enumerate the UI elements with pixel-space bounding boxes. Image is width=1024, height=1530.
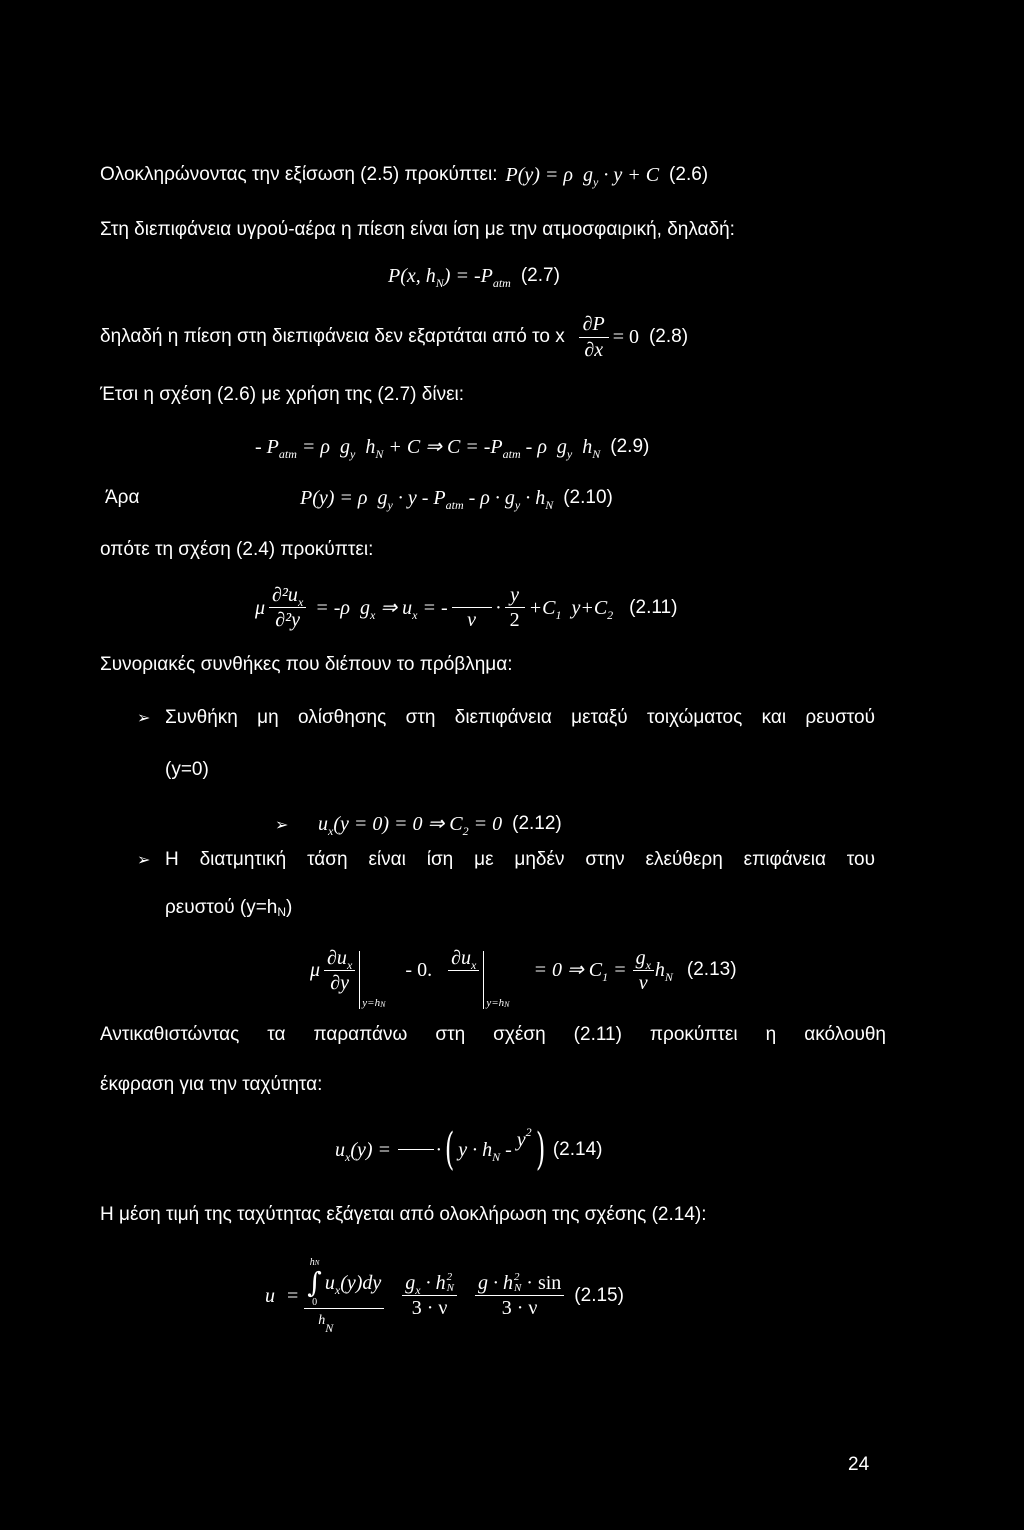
math-subscript: N [325,1321,334,1335]
math-term: - P [255,436,279,458]
math-term: g · h [477,1272,513,1294]
fraction-numerator [324,946,355,971]
math-subscript: N [513,1282,522,1294]
paragraph-text: Έτσι η σχέση (2.6) με χρήση της (2.7) δίνει: [100,384,465,405]
math-subscript: N [492,1150,501,1164]
math-term: · sin [521,1272,562,1294]
equation-number: (2.10) [563,487,613,508]
fraction-denominator: ∂x [584,339,604,361]
math-term: · [436,1139,442,1161]
math-term: u [324,1272,335,1294]
math-subscript: y [593,175,599,189]
math-term: = [608,959,632,981]
equation-number: (2.9) [610,436,650,457]
math-subscript: N [435,276,444,290]
text-subscript: N [277,905,287,919]
math-term: · y + C [598,164,660,186]
math-subscript: y [387,498,393,512]
evaluation-bar [483,951,509,1009]
fraction [398,1126,434,1174]
math-term: - [500,1139,517,1161]
bullet-text-continuation: (y=0) [165,759,209,780]
integral-sign [307,1258,322,1308]
fraction-numerator [398,1126,434,1150]
math-term: ⇒ u [375,596,413,619]
equation-number: (2.12) [512,813,562,834]
fraction [633,946,654,995]
fraction-numerator: ∂P [579,311,609,338]
evaluation-subscript: y=h [362,997,381,1009]
fraction [452,584,492,632]
math-term: g [635,946,646,969]
equation-2-10 [300,486,613,510]
math-term: (y = 0) = 0 ⇒ C [333,813,463,835]
math-subscript: 1 [555,607,562,622]
limit-subscript: N [314,1259,320,1267]
line-pressure-independent-x [100,311,688,362]
paragraph-text: Στη διεπιφάνεια υγρού-αέρα η πίεση είναι ίση με την ατμοσφαιρική, δηλαδή: [100,219,735,240]
paragraph-text: Συνοριακές συνθήκες που διέπουν το πρόβλημα: [100,654,513,675]
paragraph-text: οπότε τη σχέση (2.4) προκύπτει: [100,539,374,560]
fraction-denominator [304,1309,384,1333]
equation-2-12 [318,812,562,836]
fraction-denominator: ∂²y [275,609,301,631]
math-term: P(y) = ρ g [300,487,388,509]
fraction-denominator: 3 · ν [501,1297,538,1319]
fraction-numerator [269,583,306,608]
equation-number: (2.13) [686,959,737,980]
fraction [579,311,609,362]
equation-2-15 [265,1258,624,1333]
paragraph-text: Αντικαθιστώντας τα παραπάνω στη σχέση (2.11) προκύπτει η ακόλουθη [100,1024,886,1045]
page-number: 24 [848,1454,870,1475]
math-subscript: x [328,824,334,838]
math-subscript: x [415,1283,421,1297]
math-term: y+C [561,596,608,619]
math-term: · h [420,1272,446,1294]
math-term: ∂u [451,946,471,969]
fraction [402,1271,457,1320]
bullet-arrow-icon: ➢ [137,850,151,869]
evaluation-subscript-n: N [380,1000,386,1009]
fraction-numerator [452,584,492,608]
math-subscript: N [375,447,384,461]
math-subscript: y [350,447,356,461]
evaluation-subscript-n: N [504,1000,510,1009]
math-subscript: x [297,595,304,609]
bullet-text-no-slip: Συνθήκη μη ολίσθησης στη διεπιφάνεια μεταξύ τοιχώματος και ρευστού [165,707,875,728]
paragraph-text: ρευστού (y=h [165,897,278,918]
equation-number: (2.14) [552,1139,603,1160]
math-subsuperscript [447,1272,454,1294]
fraction-numerator [448,946,479,971]
math-term: u [265,1284,275,1307]
fraction-denominator: 2 [509,609,520,631]
label-ara: Άρα [105,487,140,508]
math-subscript: 2 [607,607,614,622]
bullet-arrow-icon: ➢ [137,708,151,727]
integral-symbol: ∫ [307,1266,322,1299]
fraction [324,946,355,995]
math-term: = ρ g [296,436,350,458]
math-subscript: atm [278,447,297,461]
math-term: u [318,813,328,835]
math-term: · y - P [392,487,446,509]
math-subscript: x [346,957,353,972]
math-term: · [495,596,501,619]
math-term: h [318,1313,326,1328]
math-superscript: 2 [525,1125,532,1139]
math-term: = 0 ⇒ C [533,959,603,981]
left-parenthesis: ( [444,1124,455,1175]
math-term: - ρ g [520,436,567,458]
equation-number: (2.6) [669,164,709,185]
equation-2-11 [255,583,677,632]
math-term: = [287,1284,299,1307]
math-term: g [405,1272,416,1294]
fraction [475,1271,564,1320]
equation-number: (2.7) [520,265,560,286]
fraction-numerator: y [505,583,525,608]
math-superscript: 2 [446,1271,453,1283]
math-term: - ρ · g [463,487,515,509]
equation-2-9 [255,435,649,459]
math-term: h [355,436,376,458]
evaluation-bar [359,951,385,1009]
line-integration-result [100,162,708,188]
math-term: + C ⇒ C = -P [383,436,503,458]
fraction-numerator [633,946,654,971]
paragraph-text: δηλαδή η πίεση στη διεπιφάνεια δεν εξαρτάται από το x [100,325,565,347]
right-parenthesis: ) [535,1124,545,1175]
math-term: u [335,1139,345,1161]
math-term: - 0. [405,959,433,981]
math-term: μ [310,959,321,981]
math-subscript: N [545,498,554,512]
math-term: h [654,959,665,981]
fraction-denominator [398,1150,434,1174]
math-term: = - [417,596,448,619]
math-term: ∂²u [272,584,298,606]
math-term: μ [255,596,266,619]
fraction-denominator: ν [467,608,477,631]
math-term: ) = -P [443,265,493,287]
fraction-mean-velocity [304,1258,384,1333]
math-superscript: 2 [513,1271,520,1283]
fraction [505,583,525,632]
math-subscript: N [592,447,601,461]
math-term: P(x, h [388,265,436,287]
math-term: (y)dy [340,1272,382,1294]
math-subscript: x [345,1150,351,1164]
math-subscript: 2 [462,824,469,838]
equation-number: (2.11) [629,596,678,618]
math-subscript: y [514,498,521,512]
math-subscript: x [334,1283,341,1297]
equation-number: (2.8) [648,325,689,347]
math-subscript: x [645,957,651,972]
math-subsuperscript [514,1272,521,1294]
bullet-arrow-icon: ➢ [275,815,289,834]
paragraph-text: έκφραση για την ταχύτητα: [100,1074,323,1095]
math-term: y [516,1129,526,1151]
equation-2-14 [335,1126,602,1174]
evaluation-subscript: y=h [486,997,505,1009]
math-term: h [572,436,593,458]
math-subscript: 1 [602,970,609,984]
math-subscript: x [370,607,376,622]
equation-2-7 [388,264,560,288]
math-subscript: N [664,970,673,984]
math-term: = -ρ g [310,596,371,619]
fraction-numerator [304,1258,384,1309]
math-term: +C [528,596,556,619]
fraction [448,946,479,995]
limit-term: h [309,1257,315,1268]
math-term: y · h [458,1139,493,1161]
math-subscript: x [412,607,418,622]
math-term: = 0 [468,813,503,835]
equation-number: (2.15) [574,1284,624,1306]
fraction [269,583,306,632]
fraction-denominator: ν [638,971,648,994]
math-subscript: atm [492,276,511,290]
bullet-text-shear-stress: Η διατμητική τάση είναι ίση με μηδέν στην ελεύθερη επιφάνεια του [165,849,875,870]
fraction-numerator [475,1271,564,1296]
paragraph-text: Ολοκληρώνοντας την εξίσωση (2.5) προκύπτει: [100,164,498,185]
math-term: ∂u [327,946,347,969]
fraction-numerator [402,1271,457,1296]
equation-2-13 [310,941,737,1009]
math-term: · h [520,487,546,509]
math-subscript: N [446,1282,454,1294]
paragraph-text: Η μέση τιμή της ταχύτητας εξάγεται από ολοκλήρωση της σχέσης (2.14): [100,1204,707,1225]
math-subscript: atm [502,447,521,461]
math-subscript: y [566,447,573,461]
fraction-denominator: ∂y [330,971,350,994]
math-term: (y) = [350,1139,397,1161]
paragraph-text: ) [286,897,293,918]
math-subscript: x [470,957,477,972]
fraction-denominator: 3 · ν [411,1297,448,1319]
bullet-text-continuation [165,895,292,921]
integral-lower-limit: 0 [312,1297,318,1308]
math-term: = 0 [612,325,639,348]
math-term: P(y) = ρ g [505,164,593,186]
math-subscript: atm [445,498,464,512]
